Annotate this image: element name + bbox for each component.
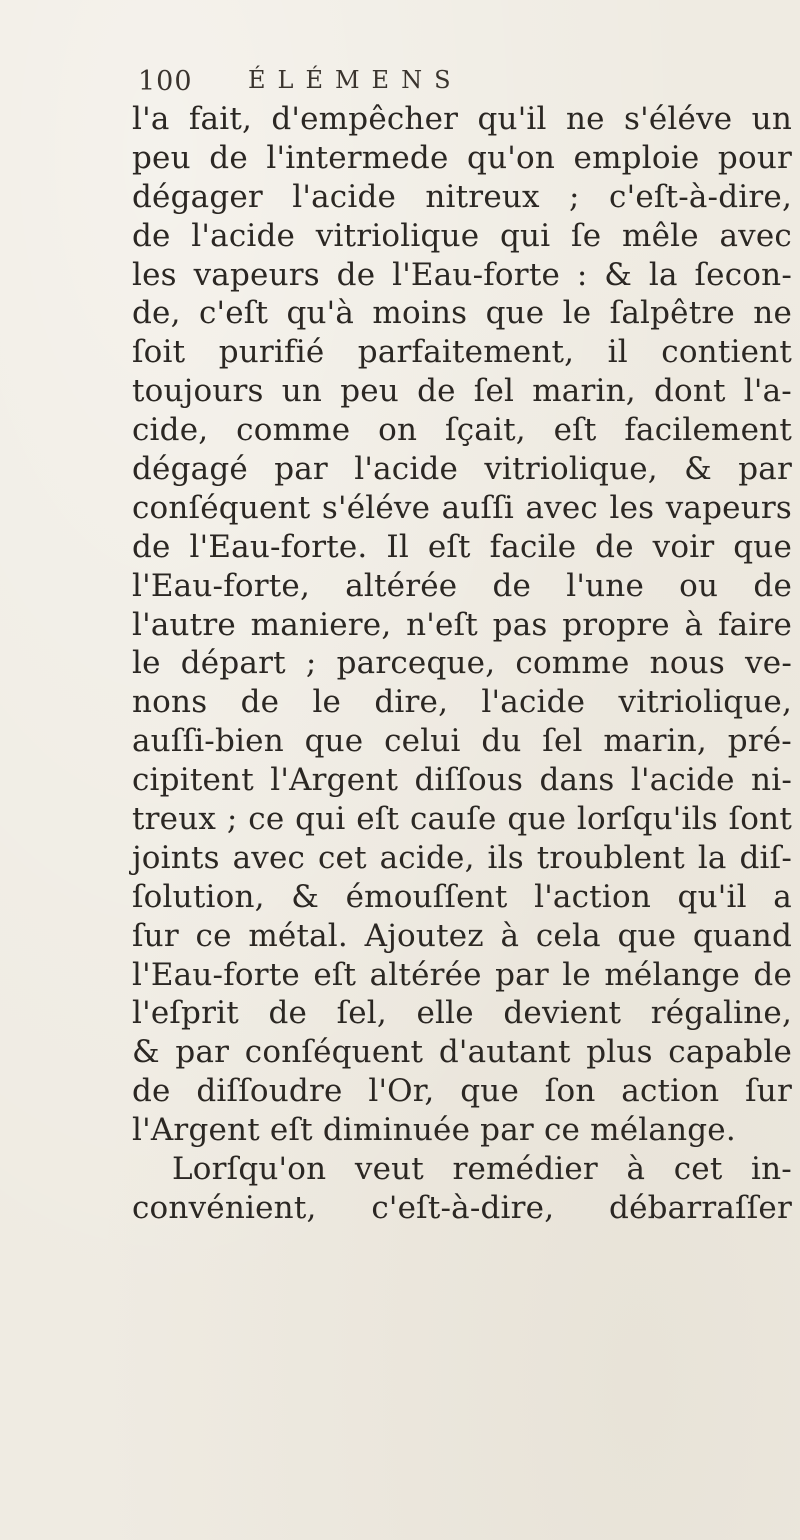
text-line: ſur ce métal. Ajoutez à cela que quand (132, 917, 792, 954)
text-line: l'Eau-forte eſt altérée par le mélange de (132, 956, 792, 993)
page-number: 100 (138, 66, 193, 97)
text-line: le départ ; parceque, comme nous ve- (132, 645, 792, 682)
text-line: & par conſéquent d'autant plus capable (132, 1034, 792, 1071)
text-line: auſſi-bien que celui du ſel marin, pré- (132, 723, 792, 760)
text-line: toujours un peu de ſel marin, dont l'a- (132, 373, 792, 410)
text-line: l'Eau-forte, altérée de l'une ou de (132, 567, 792, 604)
text-line: l'eſprit de ſel, elle devient régaline, (132, 995, 792, 1032)
text-line: l'autre maniere, n'eſt pas propre à faire (132, 606, 792, 643)
text-line: de l'Eau-forte. Il eſt facile de voir que (132, 528, 792, 565)
running-head: ÉLÉMENS (248, 66, 463, 94)
text-line: ſolution, & émouſſent l'action qu'il a (132, 878, 792, 915)
text-line: de l'acide vitriolique qui ſe mêle avec (132, 217, 792, 254)
text-line: ſoit purifié parfaitement, il contient (132, 334, 792, 371)
text-line: l'Argent eſt diminuée par ce mélange. (132, 1112, 736, 1149)
text-line: peu de l'intermede qu'on emploie pour (132, 139, 792, 176)
text-line: cide, comme on ſçait, eſt facilement (132, 412, 792, 449)
text-line: dégager l'acide nitreux ; c'eſt-à-dire, (132, 178, 792, 215)
text-line: conſéquent s'éléve auſſi avec les vapeurs (132, 489, 792, 526)
text-line: treux ; ce qui eſt cauſe que lorſqu'ils ſont (132, 801, 792, 838)
text-line: cipitent l'Argent diſſous dans l'acide ni- (132, 762, 792, 799)
text-line: joints avec cet acide, ils troublent la diſ- (132, 839, 792, 876)
text-line: dégagé par l'acide vitriolique, & par (132, 451, 792, 488)
text-line: les vapeurs de l'Eau-forte : & la ſecon- (132, 256, 792, 293)
text-line: de, c'eſt qu'à moins que le ſalpêtre ne (132, 295, 792, 332)
text-line: convénient, c'eſt-à-dire, débarraſſer (132, 1189, 792, 1226)
text-line: l'a fait, d'empêcher qu'il ne s'éléve un (132, 101, 792, 137)
body-text (132, 100, 792, 1228)
text-line: nons de le dire, l'acide vitriolique, (132, 684, 792, 721)
text-line: Lorſqu'on veut remédier à cet in- (172, 1151, 792, 1188)
text-line: de diſſoudre l'Or, que ſon action ſur (132, 1073, 792, 1110)
